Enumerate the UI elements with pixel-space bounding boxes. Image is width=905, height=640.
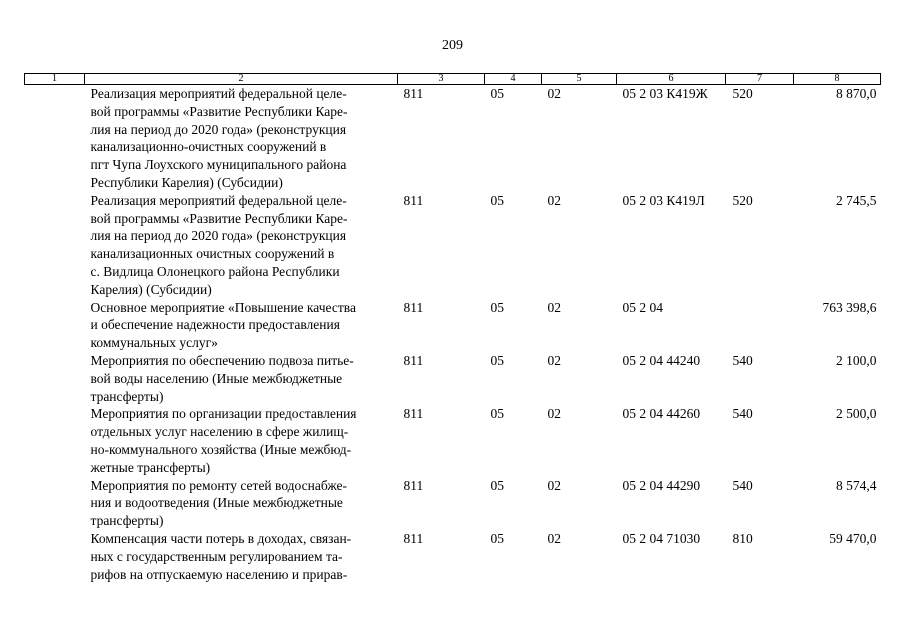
item-name-line: и обеспечение надежности предоставления xyxy=(90,317,340,333)
item-name xyxy=(85,85,398,192)
item-name xyxy=(85,192,398,299)
target-item-code: 05 2 03 К419Л xyxy=(622,192,705,208)
table-row xyxy=(25,192,881,299)
item-name-line: Мероприятия по обеспечению подвоза питье- xyxy=(90,352,354,368)
row-blank-cell xyxy=(25,530,85,583)
amount: 8 870,0 xyxy=(836,86,877,101)
expense-type-code: 520 xyxy=(732,192,753,208)
ministry-code: 811 xyxy=(403,530,424,546)
section-code: 05 xyxy=(490,477,504,493)
section-code: 05 xyxy=(490,299,504,315)
amount: 2 500,0 xyxy=(836,406,877,422)
target-item-code: 05 2 04 71030 xyxy=(622,530,701,546)
section-code: 05 xyxy=(490,530,504,546)
section-code: 05 xyxy=(490,192,504,208)
amount: 2 100,0 xyxy=(836,352,877,368)
subsection-code: 02 xyxy=(547,530,561,546)
expense-type-code: 810 xyxy=(732,530,753,546)
item-name-line: вой программы «Развитие Республики Каре- xyxy=(90,210,348,226)
column-number-header: 7 xyxy=(726,74,794,85)
budget-table xyxy=(24,73,881,583)
item-name-line: Реализация мероприятий федеральной целе- xyxy=(90,86,347,101)
amount: 8 574,4 xyxy=(836,477,877,493)
ministry-code: 811 xyxy=(403,86,424,101)
section-code: 05 xyxy=(490,406,504,422)
item-name-line: Республики Карелия) (Субсидии) xyxy=(90,174,283,190)
column-number-header: 5 xyxy=(542,74,617,85)
subsection-code: 02 xyxy=(547,406,561,422)
expense-type-code: 540 xyxy=(732,477,753,493)
table-row xyxy=(25,530,881,583)
table-row xyxy=(25,405,881,476)
item-name-line: Реализация мероприятий федеральной целе- xyxy=(90,192,347,208)
target-item-code: 05 2 04 44240 xyxy=(622,352,701,368)
column-number-header: 8 xyxy=(794,74,881,85)
item-name-line: лия на период до 2020 года» (реконструкция xyxy=(90,228,347,244)
item-name-line: рифов на отпускаемую населению и прирав- xyxy=(90,566,348,582)
ministry-code: 811 xyxy=(403,192,424,208)
row-blank-cell xyxy=(25,352,85,405)
item-name-line: канализационных очистных сооружений в xyxy=(90,246,335,262)
column-number-header: 4 xyxy=(485,74,542,85)
ministry-code: 811 xyxy=(403,477,424,493)
subsection-code: 02 xyxy=(547,299,561,315)
item-name-line: жетные трансферты) xyxy=(90,459,211,475)
column-number-header: 1 xyxy=(25,74,85,85)
item-name xyxy=(85,299,398,352)
subsection-code: 02 xyxy=(547,86,561,101)
row-blank-cell xyxy=(25,477,85,530)
item-name-line: коммунальных услуг» xyxy=(90,335,218,351)
section-code: 05 xyxy=(490,86,504,101)
item-name-line: но-коммунального хозяйства (Иные межбюд- xyxy=(90,441,352,457)
item-name-line: вой программы «Развитие Республики Каре- xyxy=(90,103,348,119)
item-name-line: отдельных услуг населению в сфере жилищ- xyxy=(90,424,349,440)
expense-type-code: 540 xyxy=(732,406,753,422)
target-item-code: 05 2 04 44260 xyxy=(622,406,701,422)
item-name xyxy=(85,405,398,476)
item-name-line: канализационно-очистных сооружений в xyxy=(90,139,327,155)
item-name-line: с. Видлица Олонецкого района Республики xyxy=(90,263,340,279)
column-number-header: 6 xyxy=(617,74,726,85)
amount: 59 470,0 xyxy=(829,530,877,546)
subsection-code: 02 xyxy=(547,477,561,493)
amount: 763 398,6 xyxy=(822,299,877,315)
item-name-line: Компенсация части потерь в доходах, связан- xyxy=(90,530,352,546)
column-number-header: 2 xyxy=(85,74,398,85)
item-name-line: ных с государственным регулированием та- xyxy=(90,548,343,564)
ministry-code: 811 xyxy=(403,299,424,315)
table-row xyxy=(25,352,881,405)
page-number: 209 xyxy=(442,38,463,53)
subsection-code: 02 xyxy=(547,192,561,208)
item-name-line: пгт Чупа Лоухского муниципального района xyxy=(90,157,347,173)
item-name-line: Мероприятия по ремонту сетей водоснабже- xyxy=(90,477,348,493)
ministry-code: 811 xyxy=(403,406,424,422)
amount: 2 745,5 xyxy=(836,192,877,208)
row-blank-cell xyxy=(25,299,85,352)
item-name xyxy=(85,352,398,405)
item-name-line: Мероприятия по организации предоставления xyxy=(90,406,357,422)
item-name-line: Основное мероприятие «Повышение качества xyxy=(90,299,356,315)
column-number-header-row xyxy=(25,74,881,85)
item-name xyxy=(85,477,398,530)
row-blank-cell xyxy=(25,85,85,192)
item-name-line: трансферты) xyxy=(90,388,164,404)
expense-type-code: 540 xyxy=(732,352,753,368)
item-name xyxy=(85,530,398,583)
column-number-header: 3 xyxy=(398,74,485,85)
item-name-line: вой воды населению (Иные межбюджетные xyxy=(90,370,343,386)
item-name-line: ния и водоотведения (Иные межбюджетные xyxy=(90,495,343,511)
subsection-code: 02 xyxy=(547,352,561,368)
section-code: 05 xyxy=(490,352,504,368)
target-item-code: 05 2 04 xyxy=(622,299,663,315)
table-row xyxy=(25,477,881,530)
row-blank-cell xyxy=(25,192,85,299)
table-row xyxy=(25,85,881,192)
item-name-line: Карелия) (Субсидии) xyxy=(90,281,212,297)
ministry-code: 811 xyxy=(403,352,424,368)
target-item-code: 05 2 04 44290 xyxy=(622,477,701,493)
expense-type-code: 520 xyxy=(732,86,753,101)
item-name-line: трансферты) xyxy=(90,513,164,529)
table-row xyxy=(25,299,881,352)
item-name-line: лия на период до 2020 года» (реконструкция xyxy=(90,121,347,137)
target-item-code: 05 2 03 К419Ж xyxy=(622,86,708,101)
row-blank-cell xyxy=(25,405,85,476)
expense-type-code xyxy=(726,299,794,352)
